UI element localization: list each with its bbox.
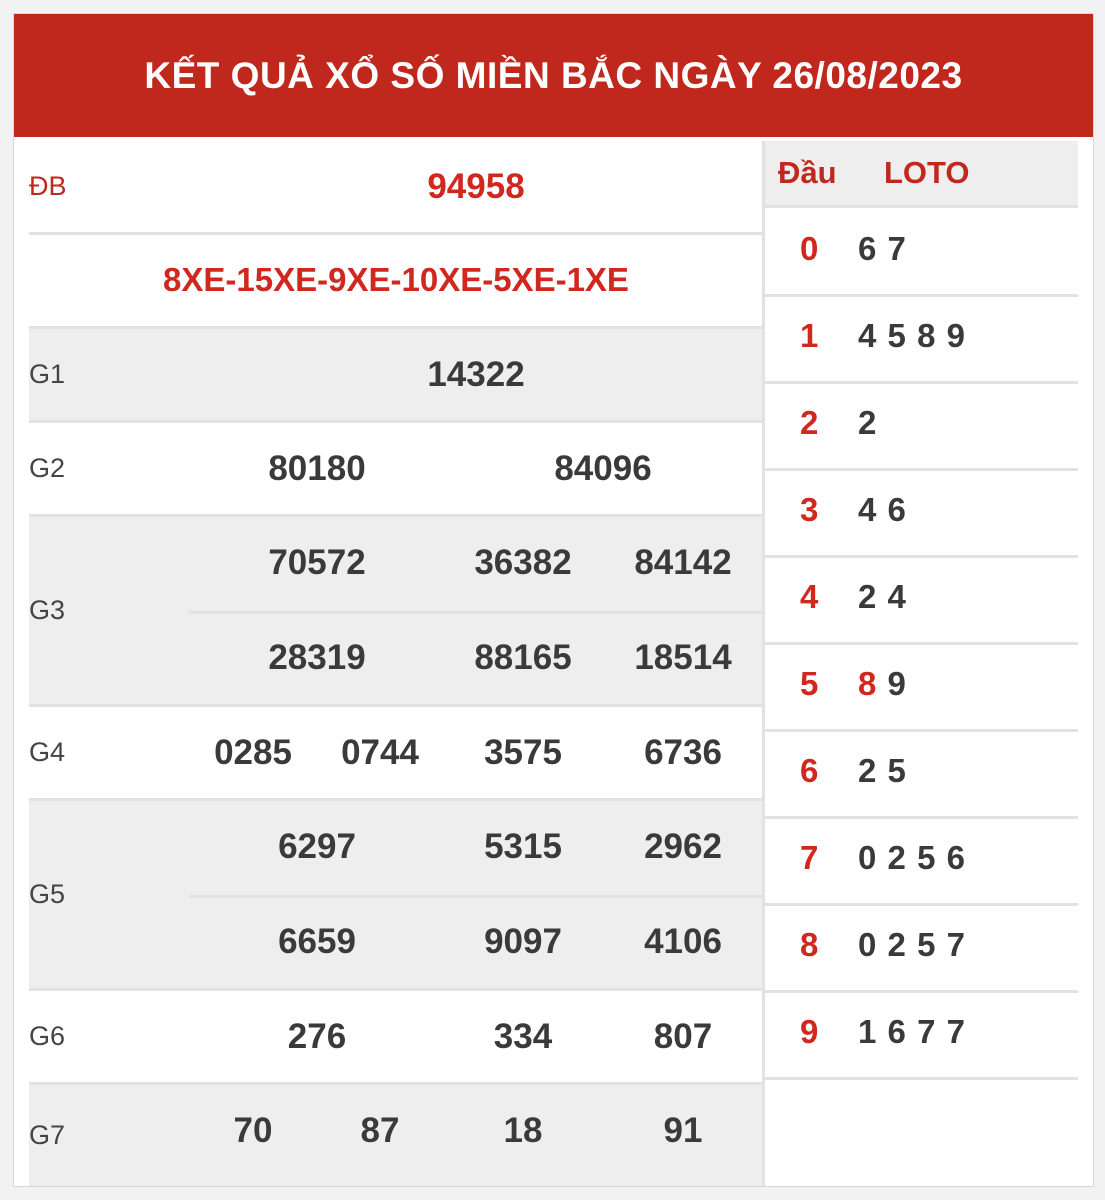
loto-dau: 0	[800, 230, 819, 267]
g1-row	[29, 329, 762, 423]
g6-number: 276	[287, 1017, 347, 1056]
loto-tail: 6	[887, 491, 907, 528]
loto-row	[765, 993, 1078, 1080]
row-divider	[189, 611, 762, 614]
loto-tails	[858, 665, 907, 703]
g4-number: 6736	[644, 733, 722, 772]
loto-tails	[858, 752, 907, 790]
g3-number: 84142	[634, 543, 732, 582]
loto-tails	[858, 317, 966, 355]
loto-tail: 2	[858, 578, 878, 615]
loto-row	[765, 471, 1078, 558]
g3-number: 18514	[634, 638, 732, 677]
g4-number: 0744	[341, 733, 419, 772]
g2-row	[29, 423, 762, 517]
g6-label: G6	[29, 1021, 66, 1051]
loto-tail: 7	[887, 230, 907, 267]
g5-number: 5315	[484, 827, 562, 866]
g1-label: G1	[29, 359, 66, 389]
g3-row	[29, 517, 762, 707]
g3-number: 36382	[474, 543, 572, 582]
loto-dau: 9	[800, 1013, 819, 1050]
g4-row	[29, 707, 762, 801]
g2-label: G2	[29, 453, 66, 483]
g7-number: 91	[663, 1111, 703, 1150]
loto-tail: 8	[858, 665, 878, 702]
g4-label: G4	[29, 737, 66, 767]
g3-number: 70572	[268, 543, 366, 582]
g2-number: 84096	[554, 449, 652, 488]
loto-row	[765, 732, 1078, 819]
g5-label: G5	[29, 879, 66, 909]
loto-tail: 6	[858, 230, 878, 267]
loto-header-label: LOTO	[884, 155, 970, 190]
loto-tail: 5	[887, 752, 907, 789]
g3-number: 88165	[474, 638, 572, 677]
g1-number: 14322	[427, 355, 525, 394]
dau-header: Đầu	[778, 155, 837, 190]
loto-tail: 0	[858, 839, 878, 876]
loto-dau: 7	[800, 839, 819, 876]
loto-row	[765, 645, 1078, 732]
loto-row	[765, 384, 1078, 471]
loto-tail: 9	[946, 317, 966, 354]
loto-tail: 5	[917, 839, 937, 876]
loto-dau: 2	[800, 404, 819, 441]
loto-tail: 2	[887, 839, 907, 876]
loto-dau: 6	[800, 752, 819, 789]
results-card	[13, 13, 1094, 1187]
g5-number: 9097	[484, 922, 562, 961]
loto-tail: 4	[858, 317, 878, 354]
loto-tails	[858, 404, 877, 442]
g6-number: 334	[493, 1017, 553, 1056]
loto-tail: 9	[887, 665, 907, 702]
loto-tail: 7	[946, 1013, 966, 1050]
g4-number: 3575	[484, 733, 562, 772]
loto-tail: 4	[858, 491, 878, 528]
g3-label: G3	[29, 595, 66, 625]
loto-header	[765, 141, 1078, 208]
loto-dau: 8	[800, 926, 819, 963]
loto-tail: 6	[887, 1013, 907, 1050]
loto-row	[765, 906, 1078, 993]
loto-tail: 2	[858, 404, 878, 441]
g7-label: G7	[29, 1120, 66, 1150]
g6-number: 807	[653, 1017, 713, 1056]
special-prize-number: 94958	[427, 167, 525, 206]
loto-dau: 5	[800, 665, 819, 702]
special-prize-row	[29, 141, 762, 235]
g5-number: 4106	[644, 922, 722, 961]
loto-row	[765, 297, 1078, 384]
loto-row	[765, 819, 1078, 906]
loto-tail: 4	[887, 578, 907, 615]
loto-tails	[858, 491, 907, 529]
g4-number: 0285	[214, 733, 292, 772]
g3-number: 28319	[268, 638, 366, 677]
loto-row	[765, 210, 1078, 297]
loto-dau: 4	[800, 578, 819, 615]
loto-tail: 1	[858, 1013, 878, 1050]
g5-row	[29, 801, 762, 991]
loto-tails	[858, 1013, 966, 1051]
special-codes-row	[29, 235, 762, 329]
loto-tail: 7	[946, 926, 966, 963]
loto-dau: 1	[800, 317, 819, 354]
loto-tail: 8	[917, 317, 937, 354]
loto-tail: 6	[946, 839, 966, 876]
g6-row	[29, 991, 762, 1085]
loto-tails	[858, 839, 966, 877]
g7-number: 70	[233, 1111, 273, 1150]
g7-number: 87	[360, 1111, 400, 1150]
g7-row	[29, 1085, 762, 1186]
g2-number: 80180	[268, 449, 366, 488]
special-prize-label: ĐB	[29, 171, 67, 201]
loto-row	[765, 558, 1078, 645]
loto-tail: 2	[858, 752, 878, 789]
g5-number: 2962	[644, 827, 722, 866]
g5-number: 6297	[278, 827, 356, 866]
loto-tail: 0	[858, 926, 878, 963]
loto-tail: 7	[917, 1013, 937, 1050]
loto-dau: 3	[800, 491, 819, 528]
loto-tails	[858, 230, 907, 268]
loto-tail: 5	[917, 926, 937, 963]
row-divider	[189, 895, 762, 898]
loto-tails	[858, 578, 907, 616]
special-codes: 8XE-15XE-9XE-10XE-5XE-1XE	[163, 261, 629, 298]
loto-tail: 5	[887, 317, 907, 354]
g5-number: 6659	[278, 922, 356, 961]
loto-tail: 2	[887, 926, 907, 963]
page-title: KẾT QUẢ XỔ SỐ MIỀN BẮC NGÀY 26/08/2023	[14, 14, 1093, 137]
loto-tails	[858, 926, 966, 964]
g7-number: 18	[503, 1111, 543, 1150]
